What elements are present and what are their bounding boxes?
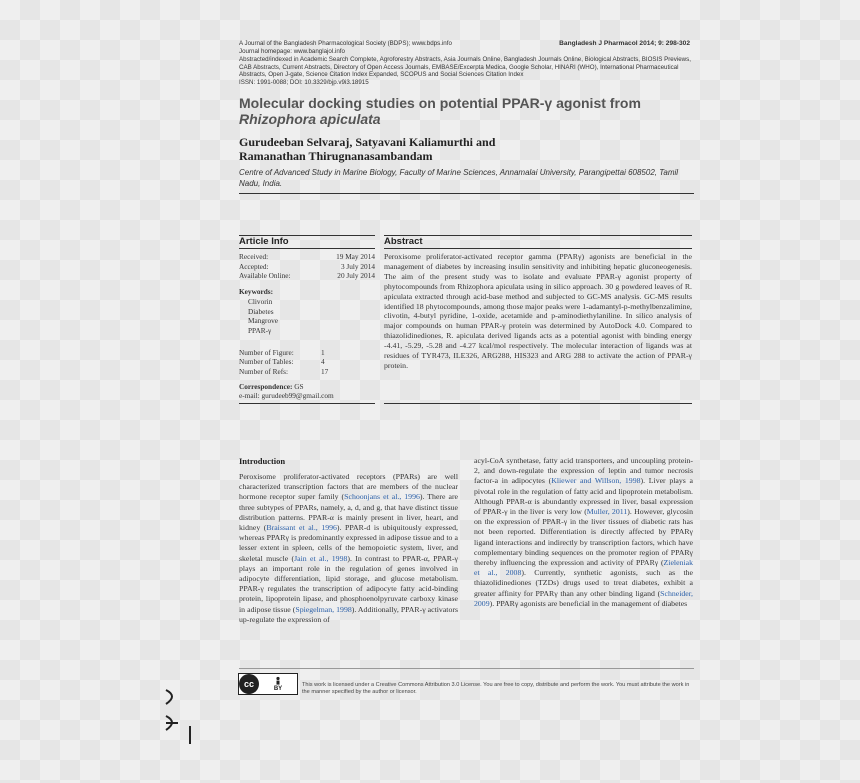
citation-link[interactable]: Muller, 2011 bbox=[586, 507, 628, 517]
body-text: ). However, glycosin on the expression of PPAR-γ in the liver tissues of diabetic rats has not been reported. Differentiation is directly affected by PPARγ ligand interactions and indirectly by transcription factors, which have complementary binding sequences on the promoter region of PPARγ thereby influencing the expression and activity of PPARγ ( bbox=[474, 507, 693, 568]
citation-link[interactable]: Jain et al., 1998 bbox=[294, 553, 348, 563]
abstract-heading: Abstract bbox=[384, 236, 423, 247]
citation-link[interactable]: Spiegelman, 1998 bbox=[295, 604, 352, 614]
person-icon bbox=[273, 676, 283, 686]
article-info-bottom-rule bbox=[239, 403, 375, 404]
abstract-bottom-rule bbox=[384, 403, 692, 404]
divider bbox=[239, 193, 694, 194]
title-italic: Rhizophora apiculata bbox=[239, 111, 381, 127]
keyword: PPAR-γ bbox=[248, 325, 272, 335]
introduction-column-1 bbox=[239, 472, 458, 625]
indexing-info bbox=[239, 56, 694, 86]
tables-label: Number of Tables: bbox=[239, 357, 294, 367]
abstract-rule bbox=[384, 248, 692, 249]
figures-label: Number of Figure: bbox=[239, 347, 294, 357]
refs-count-row bbox=[239, 367, 375, 377]
refs-label: Number of Refs: bbox=[239, 367, 289, 377]
accepted-date: 3 July 2014 bbox=[340, 261, 375, 271]
body-text: ). Currently, synthetic agonists, such as the thiazolidinediones (TZDs) drugs used to treat diabetes, exhibit a greater affinity for PPARγ than any other binding ligand ( bbox=[474, 568, 693, 598]
body-text: ). Liver plays a pivotal role in the regulation of fatty acid and lipoprotein metabolism. Although PPAR-α is abundantly expressed in liver, basal expression of PPAR-γ in the liver is very low ( bbox=[474, 476, 693, 517]
refs-count: 17 bbox=[321, 367, 329, 377]
affiliation: Centre of Advanced Study in Marine Biology, Faculty of Marine Sciences, Annamalai University, Parangipettai 608502, Tamil Nadu, India. bbox=[239, 168, 679, 188]
cc-by-label: BY bbox=[273, 686, 283, 692]
abstract-text: Peroxisome proliferator-activated receptor gamma (PPARγ) agonists are beneficial in the management of diabetes by increasing insulin sensitivity and inhibiting hepatic gluconeogenesis. The aim of the present study was to isolate and evaluate PPAR-γ agonist property of phytocompounds from Rhizophora apiculata using in silico approach. 30 g powdered leaves of R. apiculata extracted through acid-base method and subjected to GC-MS analysis. GC-MS results identified 18 phytocompounds, among those major peaks were 1-adamantyl-p-methylbenzalimine, clivotin, 4-butyl pyridine, 1-oxide, acetamide and p-aminodiethylaniline. In silico analysis of major compounds on human PPAR-γ protein was determined by AutoDock 4.0. Compared to thiazolidinediones, R. apiculata derived ligands acts as a potential agonist with binding energy -4.41, -5.29, -5.28 and -4.27 kcal/mol respectively. The molecular interaction of ligands was at residues of TYR473, ILE326, ARG288, HIS323 and ARG 288 to activate the action of PPAR-γ protein. bbox=[384, 252, 692, 370]
tables-count: 4 bbox=[321, 357, 325, 367]
article-info-top-rule bbox=[239, 235, 375, 236]
cc-icon: cc bbox=[239, 674, 259, 694]
page-edge-mark-icon bbox=[164, 686, 194, 746]
correspondence-label: Correspondence: bbox=[239, 381, 293, 391]
article-info-rule bbox=[239, 248, 375, 249]
citation-link[interactable]: Schoonjans et al., 1996 bbox=[344, 492, 420, 502]
citation-link[interactable]: Zieleniak et al., 2008 bbox=[474, 558, 693, 578]
paper-title bbox=[239, 95, 699, 127]
body-text: acyl-CoA synthetase, fatty acid transporters, and uncoupling protein-2, and down-regulate the expression of leptin and tumor necrosis factor-a in adipocytes ( bbox=[474, 456, 693, 486]
correspondence bbox=[239, 382, 375, 392]
online-label: Available Online: bbox=[239, 271, 291, 281]
journal-header bbox=[239, 40, 539, 55]
email[interactable]: e-mail: gurudeeb99@gmail.com bbox=[239, 391, 334, 401]
intro-text: Peroxisome proliferator-activated receptors (PPARs) are well characterized transcription factors that are members of the nuclear hormone receptor super family ( bbox=[239, 472, 458, 502]
journal-citation: Bangladesh J Pharmacol 2014; 9: 298-302 bbox=[559, 40, 690, 47]
figures-count-row bbox=[239, 348, 375, 358]
intro-text: ). There are three subtypes of PPARs, namely, a, d, and g, that have distinct tissue distribution patterns. PPAR-α is mainly present in liver, heart, and kidney ( bbox=[239, 492, 458, 533]
authors-line-2: Ramanathan Thirugnanasambandam bbox=[239, 149, 433, 163]
accepted-label: Accepted: bbox=[239, 261, 269, 271]
intro-text: ). In contrast to PPAR-α, PPAR-γ plays an important role in the regulation of genes involved in adipocyte differentiation, lipid storage, and glucose metabolism. PPAR-γ regulates the transcription of adipocyte fatty acid-binding protein, lipoprotein lipase, and phosphoenolpyruvate carboxy kinase in adipose tissue ( bbox=[239, 553, 458, 614]
indexed-text: Abstracted/indexed in Academic Search Complete, Agroforestry Abstracts, Asia Journals Online, Bangladesh Journals Online, Biological Abstracts, BIOSIS Previews, CAB Abstracts, Current Abstracts, Directory of Open Access Journals, EMBASE/Excerpta Medica, Google Scholar, HINARI (WHO), International Pharmaceutical Abstracts, Open J-gate, Science Citation Index Expanded, SCOPUS and Social Sciences Citation Index bbox=[239, 56, 691, 79]
cc-by bbox=[259, 674, 297, 694]
introduction-column-2 bbox=[474, 456, 693, 609]
license-text: This work is licensed under a Creative Commons Attribution 3.0 License. You are free to copy, distribute and perform the work. You must attribute the work in the manner specified by the author or licensor. bbox=[302, 682, 690, 696]
tables-count-row bbox=[239, 357, 375, 367]
citation-link[interactable]: Schneider, 2009 bbox=[474, 588, 693, 608]
author-list bbox=[239, 135, 559, 163]
correspondence-name: GS bbox=[294, 381, 304, 391]
issn-doi: ISSN: 1991-0088; DOI: 10.3329/bjp.v9i3.18915 bbox=[239, 78, 369, 86]
title-main: Molecular docking studies on potential PPAR-γ agonist from bbox=[239, 95, 641, 111]
footer-rule bbox=[239, 668, 694, 669]
intro-text: ). Additionally, PPAR-γ activators up-regulate the expression of bbox=[239, 604, 458, 624]
keyword: Clivorin bbox=[248, 296, 273, 306]
accepted-row bbox=[239, 262, 375, 272]
introduction-heading: Introduction bbox=[239, 456, 286, 466]
online-row bbox=[239, 271, 375, 281]
body-text: ). PPARγ agonists are beneficial in the management of diabetes bbox=[489, 598, 688, 608]
figures-count: 1 bbox=[321, 347, 325, 357]
intro-text: ). PPAR-d is ubiquitously expressed, whereas PPARγ is predominantly expressed in adipose tissue and to a lesser extent in spleen, cells of the hemopoietic system, liver, and skeletal muscle ( bbox=[239, 523, 458, 563]
keyword: Diabetes bbox=[248, 306, 274, 316]
citation-link[interactable]: Braissant et al., 1996 bbox=[266, 523, 337, 533]
authors-line-1: Gurudeeban Selvaraj, Satyavani Kaliamurthi and bbox=[239, 135, 496, 149]
creative-commons-badge[interactable] bbox=[238, 673, 298, 695]
received-row bbox=[239, 252, 375, 262]
journal-homepage: Journal homepage: www.banglajol.info bbox=[239, 47, 345, 55]
received-label: Received: bbox=[239, 252, 269, 261]
citation-link[interactable]: Kliewer and Willson, 1998 bbox=[551, 476, 641, 486]
journal-line: A Journal of the Bangladesh Pharmacological Society (BDPS); www.bdps.info bbox=[239, 40, 452, 47]
keywords-label: Keywords: bbox=[239, 287, 274, 297]
received-date: 19 May 2014 bbox=[336, 252, 375, 261]
abstract-top-rule bbox=[384, 235, 692, 236]
keyword: Mangrove bbox=[248, 316, 278, 326]
online-date: 20 July 2014 bbox=[337, 271, 375, 281]
article-info-heading: Article Info bbox=[239, 236, 289, 247]
article-info bbox=[239, 252, 375, 401]
